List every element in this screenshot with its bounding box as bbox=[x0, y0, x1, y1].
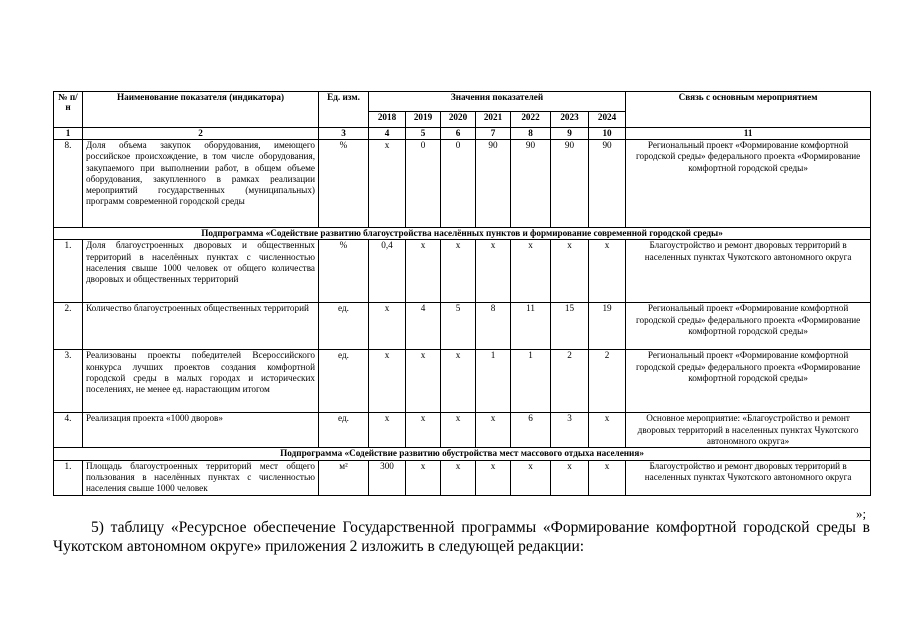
row-value: х bbox=[441, 240, 476, 303]
row-num: 8. bbox=[54, 140, 83, 228]
header-year: 2024 bbox=[589, 112, 626, 128]
row-num: 2. bbox=[54, 303, 83, 350]
row-value: х bbox=[406, 350, 441, 413]
column-number: 11 bbox=[626, 128, 871, 140]
row-value: 90 bbox=[511, 140, 551, 228]
row-link: Региональный проект «Формирование комфортной городской среды» федерального проекта «Формирование комфортной городской среды» bbox=[626, 350, 871, 413]
row-value: 2 bbox=[551, 350, 589, 413]
row-value: х bbox=[476, 460, 511, 495]
indicators-table bbox=[53, 91, 871, 496]
row-value: х bbox=[369, 303, 406, 350]
table-row bbox=[54, 350, 871, 413]
row-value: х bbox=[441, 413, 476, 448]
row-value: х bbox=[589, 460, 626, 495]
row-value: х bbox=[551, 460, 589, 495]
row-name: Реализация проекта «1000 дворов» bbox=[83, 413, 319, 448]
row-value: х bbox=[476, 240, 511, 303]
row-link: Региональный проект «Формирование комфортной городской среды» федерального проекта «Формирование комфортной городской среды» bbox=[626, 140, 871, 228]
row-name: Доля благоустроенных дворовых и общественных территорий в населённых пунктах с численностью населения свыше 1000 человек от общего количества дворовых и общественных территорий bbox=[83, 240, 319, 303]
header-values: Значения показателей bbox=[369, 92, 626, 112]
subprogram-title: Подпрограмма «Содействие развитию обустройства мест массового отдыха населения» bbox=[54, 448, 871, 460]
row-num: 1. bbox=[54, 240, 83, 303]
row-value: 11 bbox=[511, 303, 551, 350]
row-num: 1. bbox=[54, 460, 83, 495]
row-value: х bbox=[476, 413, 511, 448]
column-number: 6 bbox=[441, 128, 476, 140]
row-value: 4 bbox=[406, 303, 441, 350]
row-name: Доля объема закупок оборудования, имеющего российское происхождение, в том числе оборудования, закупаемого при выполнении работ, в общем объеме оборудования, закупленного в рамках реализации мероприятий государственных (муниципальных) программ современной городской среды bbox=[83, 140, 319, 228]
row-value: х bbox=[511, 240, 551, 303]
row-num: 3. bbox=[54, 350, 83, 413]
body-paragraph: 5) таблицу «Ресурсное обеспечение Государственной программы «Формирование комфортной городской среды в Чукотском автономном округе» приложения 2 изложить в следующей редакции: bbox=[53, 519, 870, 555]
row-value: 0,4 bbox=[369, 240, 406, 303]
row-unit: м² bbox=[319, 460, 369, 495]
row-name: Реализованы проекты победителей Всероссийского конкурса лучших проектов создания комфортной городской среды в малых городах и исторических поселениях, не менее ед. нарастающим итогом bbox=[83, 350, 319, 413]
row-link: Благоустройство и ремонт дворовых территорий в населенных пунктах Чукотского автономного округа bbox=[626, 460, 871, 495]
header-link: Связь с основным мероприятием bbox=[626, 92, 871, 128]
table-row bbox=[54, 140, 871, 228]
row-unit: % bbox=[319, 140, 369, 228]
row-value: 1 bbox=[476, 350, 511, 413]
row-value: х bbox=[369, 350, 406, 413]
row-value: х bbox=[589, 413, 626, 448]
row-name: Площадь благоустроенных территорий мест общего пользования в населённых пунктах с численностью населения свыше 1000 человек bbox=[83, 460, 319, 495]
subprogram-title: Подпрограмма «Содействие развитию благоустройства населённых пунктов и формирование современной городской среды» bbox=[54, 228, 871, 240]
row-value: 6 bbox=[511, 413, 551, 448]
subprogram-heading bbox=[54, 448, 871, 460]
column-number: 9 bbox=[551, 128, 589, 140]
row-value: 2 bbox=[589, 350, 626, 413]
row-link: Основное мероприятие: «Благоустройство и ремонт дворовых территорий в населенных пунктах Чукотского автономного округа» bbox=[626, 413, 871, 448]
header-year: 2019 bbox=[406, 112, 441, 128]
row-value: 19 bbox=[589, 303, 626, 350]
column-number: 3 bbox=[319, 128, 369, 140]
row-unit: ед. bbox=[319, 413, 369, 448]
table-row bbox=[54, 460, 871, 495]
header-year: 2018 bbox=[369, 112, 406, 128]
row-value: х bbox=[406, 413, 441, 448]
header-year: 2023 bbox=[551, 112, 589, 128]
header-year: 2020 bbox=[441, 112, 476, 128]
row-value: 15 bbox=[551, 303, 589, 350]
row-value: х bbox=[406, 460, 441, 495]
row-value: 1 bbox=[511, 350, 551, 413]
closing-quote: »; bbox=[856, 506, 867, 521]
column-number: 1 bbox=[54, 128, 83, 140]
row-value: 3 bbox=[551, 413, 589, 448]
row-value: 300 bbox=[369, 460, 406, 495]
row-value: х bbox=[589, 240, 626, 303]
row-value: 0 bbox=[406, 140, 441, 228]
row-value: х bbox=[369, 140, 406, 228]
column-number: 10 bbox=[589, 128, 626, 140]
header-name: Наименование показателя (индикатора) bbox=[83, 92, 319, 128]
column-number: 4 bbox=[369, 128, 406, 140]
column-number: 5 bbox=[406, 128, 441, 140]
row-num: 4. bbox=[54, 413, 83, 448]
header-unit: Ед. изм. bbox=[319, 92, 369, 128]
row-value: х bbox=[369, 413, 406, 448]
subprogram-heading bbox=[54, 228, 871, 240]
row-unit: ед. bbox=[319, 303, 369, 350]
row-value: х bbox=[406, 240, 441, 303]
row-value: 90 bbox=[551, 140, 589, 228]
table-row bbox=[54, 413, 871, 448]
column-number: 2 bbox=[83, 128, 319, 140]
table-row bbox=[54, 240, 871, 303]
row-unit: % bbox=[319, 240, 369, 303]
row-link: Благоустройство и ремонт дворовых территорий в населенных пунктах Чукотского автономного округа bbox=[626, 240, 871, 303]
row-value: х bbox=[551, 240, 589, 303]
header-num: № п/н bbox=[54, 92, 83, 128]
row-value: 90 bbox=[589, 140, 626, 228]
header-year: 2021 bbox=[476, 112, 511, 128]
header-year: 2022 bbox=[511, 112, 551, 128]
row-value: 8 bbox=[476, 303, 511, 350]
row-value: х bbox=[441, 460, 476, 495]
row-link: Региональный проект «Формирование комфортной городской среды» федерального проекта «Формирование комфортной городской среды» bbox=[626, 303, 871, 350]
row-unit: ед. bbox=[319, 350, 369, 413]
table-row bbox=[54, 303, 871, 350]
row-value: 5 bbox=[441, 303, 476, 350]
row-value: х bbox=[511, 460, 551, 495]
row-name: Количество благоустроенных общественных территорий bbox=[83, 303, 319, 350]
column-number: 7 bbox=[476, 128, 511, 140]
row-value: 0 bbox=[441, 140, 476, 228]
row-value: 90 bbox=[476, 140, 511, 228]
column-number: 8 bbox=[511, 128, 551, 140]
row-value: х bbox=[441, 350, 476, 413]
